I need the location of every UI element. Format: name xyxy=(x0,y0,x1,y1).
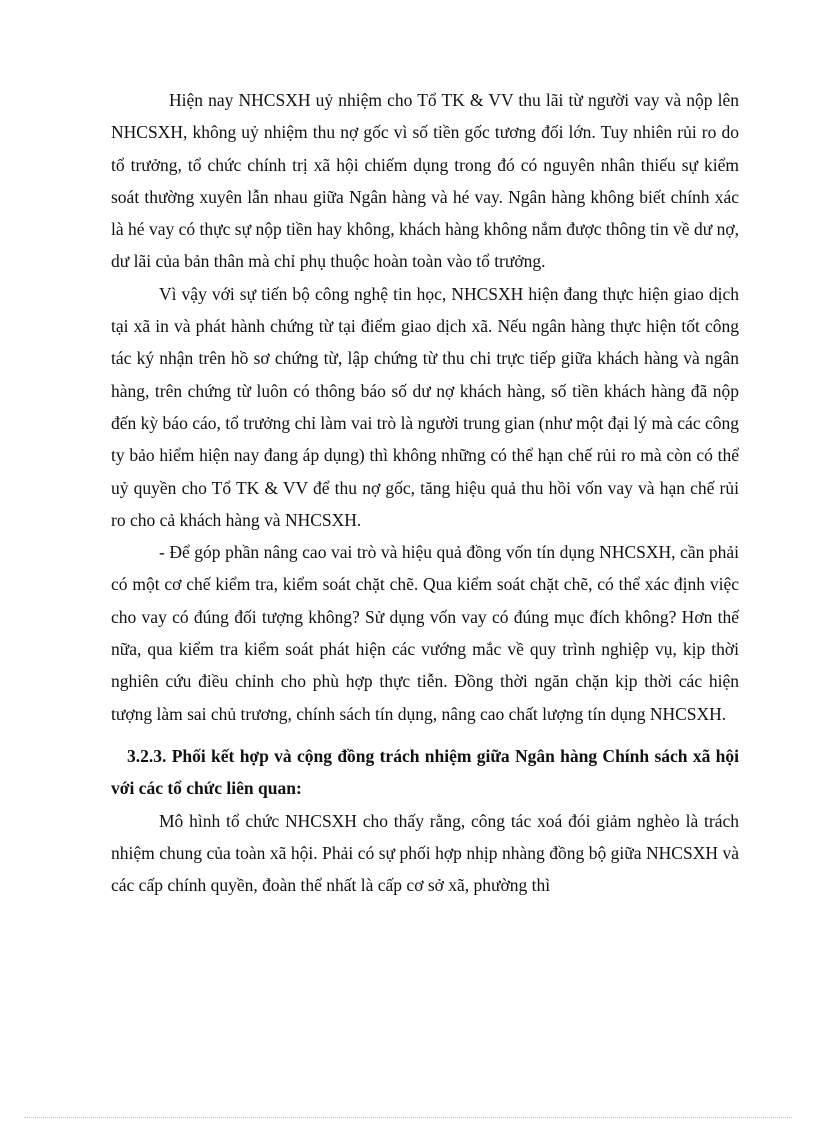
paragraph-4: Mô hình tổ chức NHCSXH cho thấy rằng, công tác xoá đói giảm nghèo là trách nhiệm chung của toàn xã hội. Phải có sự phối hợp nhịp nhàng đồng bộ giữa NHCSXH và các cấp chính quyền, đoàn thể nhất là cấp cơ sở xã, phường thì xyxy=(111,810,739,896)
section-heading: 3.2.3. Phối kết hợp và cộng đồng trách nhiệm giữa Ngân hàng Chính sách xã hội với các tổ chức liên quan: xyxy=(111,745,739,799)
document-body xyxy=(111,84,739,901)
page-bottom-rule xyxy=(24,1117,792,1118)
paragraph-3: - Để góp phần nâng cao vai trò và hiệu quả đồng vốn tín dụng NHCSXH, cần phải có một cơ chế kiểm tra, kiểm soát chặt chẽ. Qua kiểm soát chặt chẽ, có thể xác định việc cho vay có đúng đối tượng không? Sử dụng vốn vay có đúng mục đích không? Hơn thế nữa, qua kiểm tra kiểm soát phát hiện các vướng mắc về quy trình nghiệp vụ, kịp thời nghiên cứu điều chỉnh cho phù hợp thực tiễn. Đồng thời ngăn chặn kịp thời các hiện tượng làm sai chủ trương, chính sách tín dụng, nâng cao chất lượng tín dụng NHCSXH. xyxy=(111,542,739,724)
paragraph-2: Vì vậy với sự tiến bộ công nghệ tin học, NHCSXH hiện đang thực hiện giao dịch tại xã in và phát hành chứng từ tại điểm giao dịch xã. Nếu ngân hàng thực hiện tốt công tác ký nhận trên hồ sơ chứng từ, lập chứng từ thu chi trực tiếp giữa khách hàng và ngân hàng, trên chứng từ luôn có thông báo số dư nợ khách hàng, số tiền khách hàng đã nộp đến kỳ báo cáo, tổ trưởng chỉ làm vai trò là người trung gian (như một đại lý mà các công ty bảo hiểm hiện nay đang áp dụng) thì không những có thể hạn chế rủi ro mà còn có thể uỷ quyền cho Tổ TK & VV để thu nợ gốc, tăng hiệu quả thu hồi vốn vay và hạn chế rủi ro cho cả khách hàng và NHCSXH. xyxy=(111,283,739,530)
paragraph-1: Hiện nay NHCSXH uỷ nhiệm cho Tổ TK & VV thu lãi từ người vay và nộp lên NHCSXH, không uỷ nhiệm thu nợ gốc vì số tiền gốc tương đối lớn. Tuy nhiên rủi ro do tổ trưởng, tổ chức chính trị xã hội chiếm dụng trong đó có nguyên nhân thiếu sự kiểm soát thường xuyên lẫn nhau giữa Ngân hàng và hé vay. Ngân hàng không biết chính xác là hé vay có thực sự nộp tiền hay không, khách hàng không nắm được thông tin về dư nợ, dư lãi của bản thân mà chỉ phụ thuộc hoàn toàn vào tổ trưởng. xyxy=(111,90,739,272)
